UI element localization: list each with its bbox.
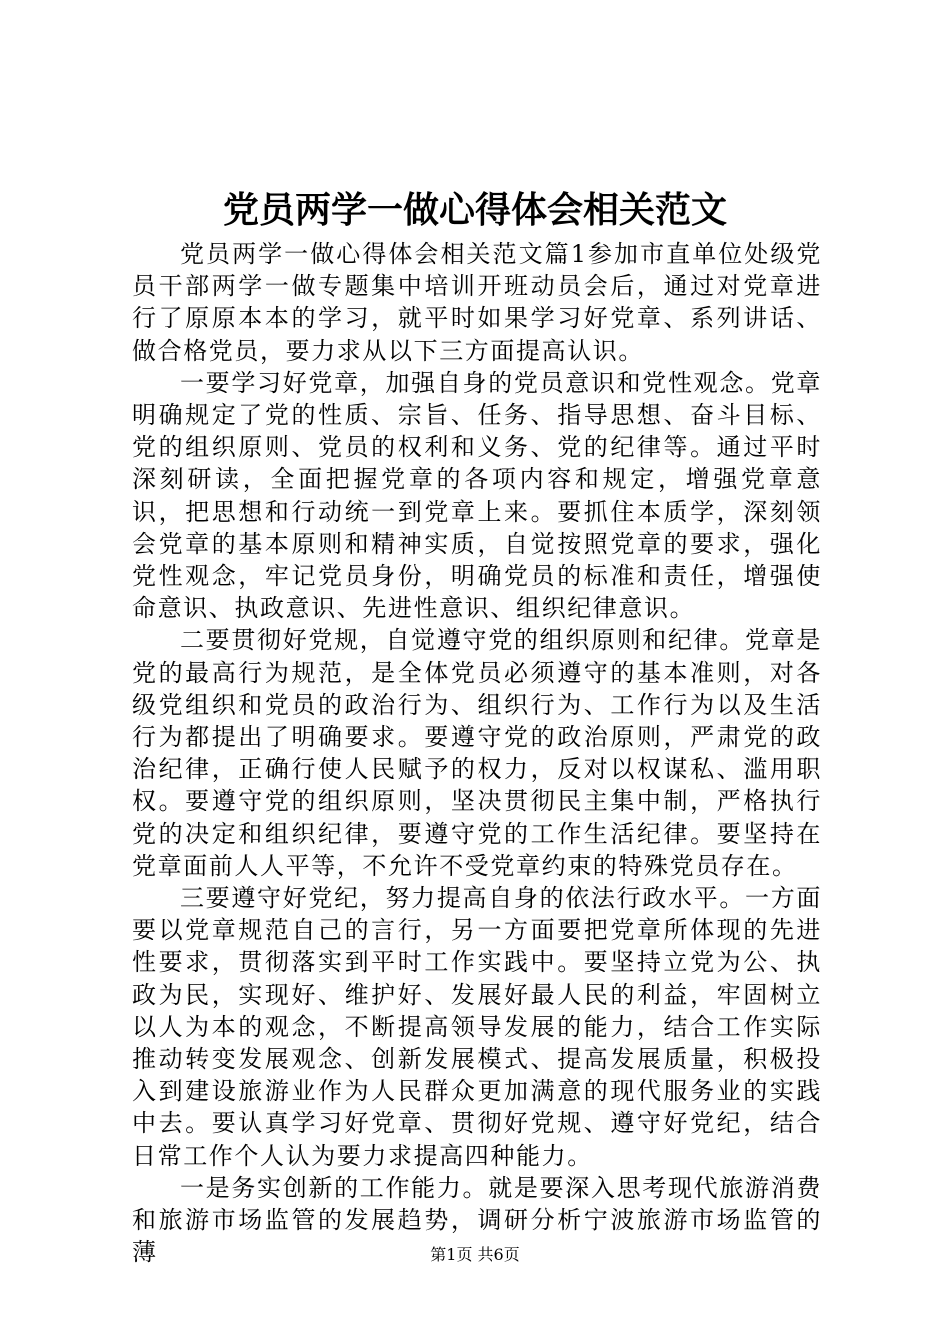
paragraph-intro: 党员两学一做心得体会相关范文篇1参加市直单位处级党员干部两学一做专题集中培训开班动员会后，通过对党章进行了原原本本的学习，就平时如果学习好党章、系列讲话、做合格党员，要力求从以下三方面提高认识。 [132,240,822,365]
paragraph-ability-one: 一是务实创新的工作能力。就是要深入思考现代旅游消费和旅游市场监管的发展趋势，调研分析宁波旅游市场监管的薄 [132,1173,822,1267]
document-body [132,238,822,1269]
document-title: 党员两学一做心得体会相关范文 [222,189,727,231]
paragraph-point-three: 三要遵守好党纪，努力提高自身的依法行政水平。一方面要以党章规范自己的言行，另一方面要把党章所体现的先进性要求，贯彻落实到平时工作实践中。要坚持立党为公、执政为民，实现好、维护好、发展好最人民的利益，牢固树立以人为本的观念，不断提高领导发展的能力，结合工作实际推动转变发展观念、创新发展模式、提高发展质量，积极投入到建设旅游业作为人民群众更加满意的现代服务业的实践中去。要认真学习好党章、贯彻好党规、遵守好党纪，结合日常工作个人认为要力求提高四种能力。 [132,884,822,1170]
paragraph-point-two: 二要贯彻好党规，自觉遵守党的组织原则和纪律。党章是党的最高行为规范，是全体党员必须遵守的基本准则，对各级党组织和党员的政治行为、组织行为、工作行为以及生活行为都提出了明确要求。要遵守党的政治原则，严肃党的政治纪律，正确行使人民赋予的权力，反对以权谋私、滥用职权。要遵守党的组织原则，坚决贯彻民主集中制，严格执行党的决定和组织纪律，要遵守党的工作生活纪律。要坚持在党章面前人人平等，不允许不受党章约束的特殊党员存在。 [132,626,822,880]
page-footer: 第1页 共6页 [430,1245,520,1264]
paragraph-point-one: 一要学习好党章，加强自身的党员意识和党性观念。党章明确规定了党的性质、宗旨、任务、指导思想、奋斗目标、党的组织原则、党员的权利和义务、党的纪律等。通过平时深刻研读，全面把握党章的各项内容和规定，增强党章意识，把思想和行动统一到党章上来。要抓住本质学，深刻领会党章的基本原则和精神实质，自觉按照党章的要求，强化党性观念，牢记党员身份，明确党员的标准和责任，增强使命意识、执政意识、先进性意识、组织纪律意识。 [132,368,822,623]
